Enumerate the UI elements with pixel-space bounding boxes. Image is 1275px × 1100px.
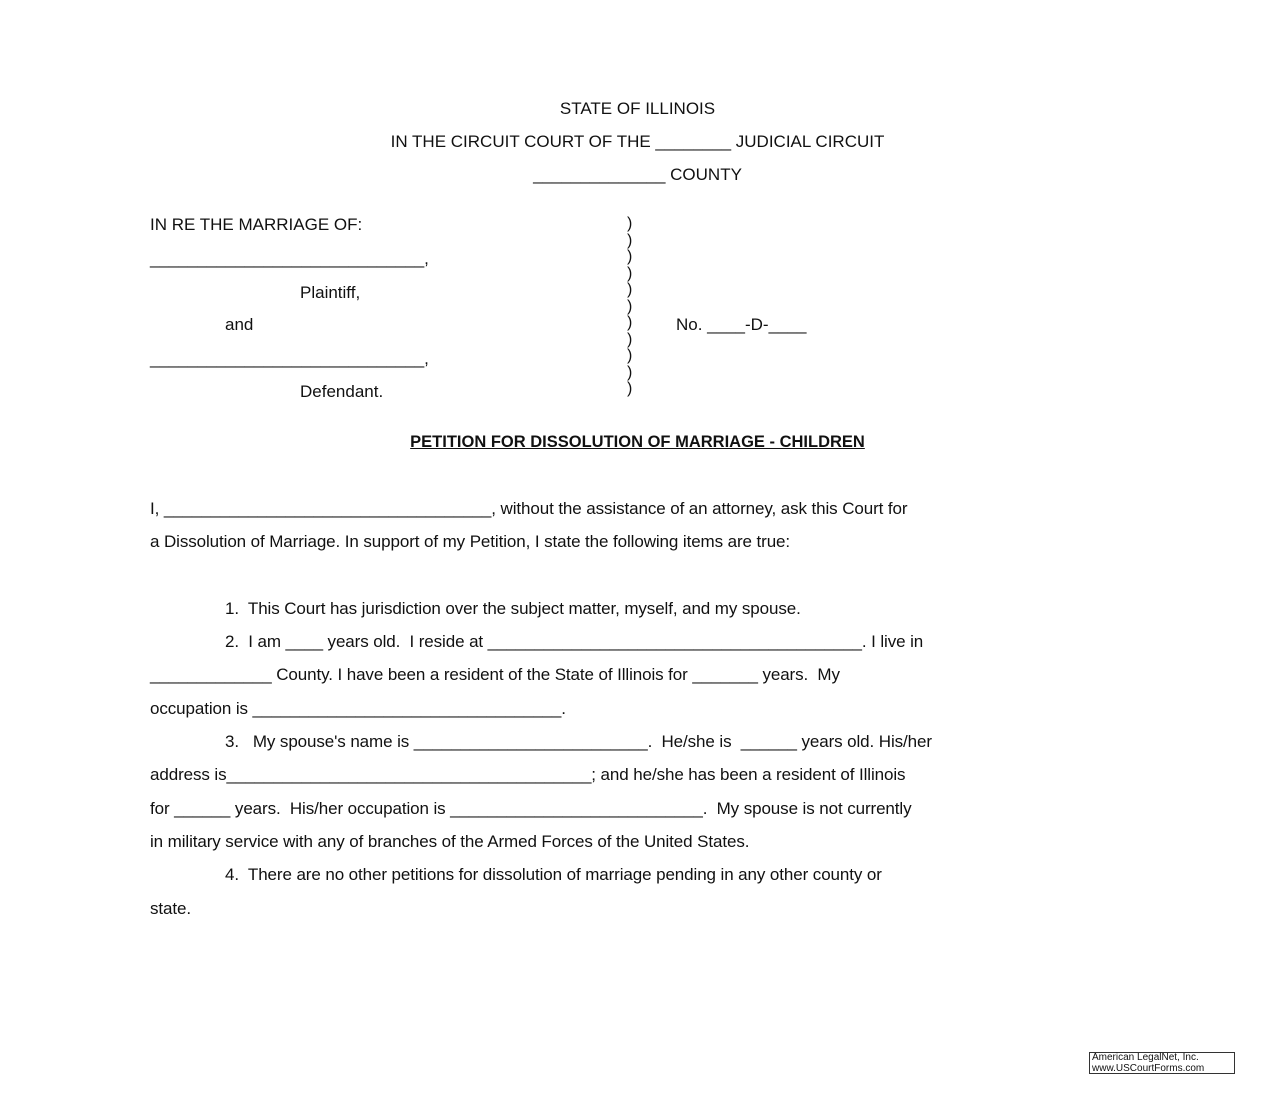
paren: ): [627, 314, 633, 331]
in-re-label: IN RE THE MARRIAGE OF:: [150, 215, 363, 234]
caption-paren-column: [627, 216, 641, 398]
item-3-line-3[interactable]: for ______ years. His/her occupation is ___________________________. My spouse is not currently: [150, 799, 912, 818]
item-3-line-1[interactable]: 3. My spouse's name is _________________________. He/she is ______ years old. His/her: [225, 732, 932, 751]
county-heading: ______________ COUNTY: [533, 165, 742, 184]
intro-line-1[interactable]: I, ___________________________________, without the assistance of an attorney, ask this Court for: [150, 499, 908, 518]
item-3-line-4: in military service with any of branches of the Armed Forces of the United States.: [150, 832, 750, 851]
publisher-company: American LegalNet, Inc.: [1092, 1052, 1199, 1063]
defendant-name-field[interactable]: _____________________________,: [150, 349, 429, 368]
paren: ): [627, 363, 633, 381]
document-title: PETITION FOR DISSOLUTION OF MARRIAGE - CHILDREN: [410, 433, 865, 451]
paren: ): [627, 264, 633, 282]
court-heading: IN THE CIRCUIT COURT OF THE ________ JUDICIAL CIRCUIT: [390, 132, 885, 151]
state-heading: STATE OF ILLINOIS: [559, 99, 716, 118]
paren: ): [627, 281, 633, 298]
item-4-line-1: 4. There are no other petitions for dissolution of marriage pending in any other county or: [225, 865, 882, 884]
plaintiff-name-field[interactable]: _____________________________,: [150, 249, 429, 268]
case-number-field[interactable]: No. ____-D-____: [676, 315, 807, 334]
paren: ): [627, 248, 633, 265]
paren: ): [627, 380, 633, 397]
item-2-line-1[interactable]: 2. I am ____ years old. I reside at ________________________________________. I live in: [225, 632, 924, 651]
item-1: 1. This Court has jurisdiction over the subject matter, myself, and my spouse.: [225, 599, 801, 618]
paren: ): [627, 297, 633, 315]
plaintiff-label: Plaintiff,: [300, 283, 361, 302]
publisher-stamp: [1089, 1052, 1235, 1074]
paren: ): [627, 347, 633, 364]
paren: ): [627, 231, 633, 249]
paren: ): [627, 215, 633, 232]
paren: ): [627, 330, 633, 348]
item-3-line-2[interactable]: address is_______________________________________; and he/she has been a resident of Illinois: [150, 765, 906, 784]
item-2-line-3[interactable]: occupation is _________________________________.: [150, 699, 566, 718]
item-2-line-2[interactable]: _____________ County. I have been a resident of the State of Illinois for _______ years. My: [150, 665, 840, 684]
item-4-line-2: state.: [150, 899, 191, 918]
and-label: and: [225, 315, 254, 334]
defendant-label: Defendant.: [300, 382, 384, 401]
intro-line-2: a Dissolution of Marriage. In support of my Petition, I state the following items are true:: [150, 532, 791, 551]
publisher-website: www.USCourtForms.com: [1092, 1062, 1205, 1074]
